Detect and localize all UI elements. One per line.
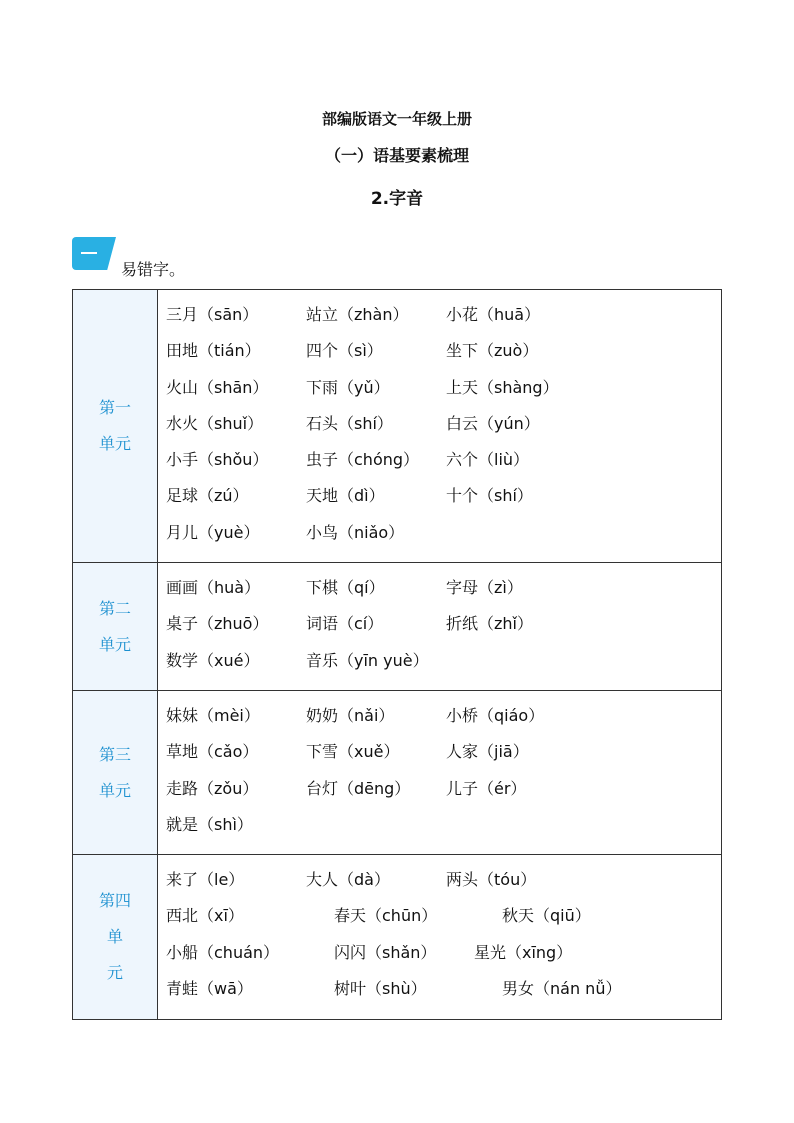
word-row bbox=[162, 294, 721, 330]
word-row bbox=[162, 439, 721, 475]
part-label: 易错字。 bbox=[121, 260, 186, 279]
word-item: 妹妹（mèi） bbox=[166, 706, 260, 725]
word-row bbox=[162, 567, 721, 603]
word-row bbox=[162, 512, 721, 548]
word-item: 折纸（zhǐ） bbox=[446, 614, 533, 634]
unit-name-line: 单 bbox=[106, 927, 123, 946]
word-item: 画画（huà） bbox=[166, 578, 261, 597]
word-item: 词语（cí） bbox=[306, 614, 384, 634]
part-badge-mark bbox=[81, 252, 97, 254]
word-item: 田地（tián） bbox=[166, 341, 261, 361]
word-item: 小鸟（niǎo） bbox=[306, 522, 405, 542]
word-item: 小桥（qiáo） bbox=[446, 706, 545, 725]
unit-name-line: 单元 bbox=[98, 434, 131, 453]
word-item: 春天（chūn） bbox=[334, 906, 438, 926]
word-row bbox=[162, 640, 721, 676]
word-item: 天地（dì） bbox=[306, 486, 385, 506]
unit-name bbox=[73, 290, 158, 563]
unit-name-line: 第二 bbox=[98, 598, 131, 618]
unit-name-line: 第四 bbox=[98, 891, 131, 910]
word-item: 桌子（zhuō） bbox=[166, 614, 269, 634]
word-item: 儿子（ér） bbox=[446, 778, 527, 798]
unit-words bbox=[158, 855, 722, 1020]
word-row bbox=[162, 731, 721, 767]
part-badge bbox=[72, 237, 116, 270]
unit-name bbox=[73, 691, 158, 855]
word-row bbox=[162, 403, 721, 439]
word-item: 西北（xī） bbox=[166, 906, 244, 926]
topic-title: 2.字音 bbox=[370, 189, 424, 209]
word-item: 白云（yún） bbox=[446, 413, 540, 433]
word-item: 四个（sì） bbox=[306, 341, 383, 361]
word-row bbox=[162, 475, 721, 511]
word-table bbox=[72, 289, 722, 1020]
word-item: 青蛙（wā） bbox=[166, 978, 253, 998]
word-item: 字母（zì） bbox=[446, 578, 523, 597]
word-row bbox=[162, 932, 721, 968]
word-item: 上天（shàng） bbox=[446, 377, 559, 397]
section-title: （一）语基要素梳理 bbox=[324, 146, 469, 165]
word-item: 音乐（yīn yuè） bbox=[306, 650, 429, 670]
word-row bbox=[162, 367, 721, 403]
word-item: 走路（zǒu） bbox=[166, 778, 259, 798]
word-row bbox=[162, 895, 721, 931]
word-row bbox=[162, 330, 721, 366]
word-item: 水火（shuǐ） bbox=[166, 413, 264, 433]
word-item: 草地（cǎo） bbox=[166, 742, 259, 762]
word-row bbox=[162, 603, 721, 639]
word-item: 两头（tóu） bbox=[446, 870, 537, 889]
unit-row bbox=[73, 563, 722, 691]
word-item: 台灯（dēng） bbox=[306, 778, 411, 798]
word-item: 小花（huā） bbox=[446, 305, 541, 324]
word-row bbox=[162, 968, 721, 1004]
word-item: 坐下（zuò） bbox=[446, 341, 539, 361]
word-item: 大人（dà） bbox=[306, 870, 390, 889]
unit-name-line: 单元 bbox=[98, 780, 131, 800]
word-item: 小船（chuán） bbox=[166, 942, 280, 962]
word-row bbox=[162, 804, 721, 840]
unit-name-line: 元 bbox=[106, 963, 123, 982]
word-item: 火山（shān） bbox=[166, 377, 269, 397]
word-item: 小手（shǒu） bbox=[166, 450, 269, 470]
word-row bbox=[162, 768, 721, 804]
word-item: 月儿（yuè） bbox=[166, 522, 260, 542]
word-item: 星光（xīng） bbox=[474, 942, 573, 962]
unit-row bbox=[73, 855, 722, 1020]
word-item: 下雨（yǔ） bbox=[306, 377, 390, 397]
word-item: 男女（nán nǚ） bbox=[502, 978, 622, 998]
unit-name-line: 单元 bbox=[98, 634, 131, 654]
unit-row bbox=[73, 691, 722, 855]
unit-words bbox=[158, 563, 722, 691]
word-item: 秋天（qiū） bbox=[502, 906, 591, 926]
word-item: 足球（zú） bbox=[166, 486, 249, 506]
word-item: 数学（xué） bbox=[166, 650, 260, 670]
word-item: 三月（sān） bbox=[166, 305, 259, 324]
word-item: 闪闪（shǎn） bbox=[334, 942, 437, 962]
word-item: 石头（shí） bbox=[306, 413, 393, 433]
word-item: 虫子（chóng） bbox=[306, 450, 420, 470]
word-item: 人家（jiā） bbox=[446, 742, 529, 762]
unit-words bbox=[158, 691, 722, 855]
book-title: 部编版语文一年级上册 bbox=[321, 110, 472, 128]
word-item: 下棋（qí） bbox=[306, 578, 385, 597]
unit-name-line: 第三 bbox=[98, 744, 131, 764]
word-item: 树叶（shù） bbox=[334, 978, 427, 998]
unit-row bbox=[73, 290, 722, 563]
word-item: 下雪（xuě） bbox=[306, 742, 400, 762]
word-item: 就是（shì） bbox=[166, 814, 253, 834]
unit-name-line: 第一 bbox=[98, 398, 131, 417]
word-item: 奶奶（nǎi） bbox=[306, 706, 395, 725]
word-item: 六个（liù） bbox=[446, 450, 530, 470]
unit-name bbox=[73, 563, 158, 691]
word-row bbox=[162, 695, 721, 731]
unit-name bbox=[73, 855, 158, 1020]
word-item: 十个（shí） bbox=[446, 486, 533, 506]
word-item: 站立（zhàn） bbox=[306, 305, 409, 324]
word-item: 来了（le） bbox=[166, 870, 245, 889]
word-row bbox=[162, 859, 721, 895]
unit-words bbox=[158, 290, 722, 563]
